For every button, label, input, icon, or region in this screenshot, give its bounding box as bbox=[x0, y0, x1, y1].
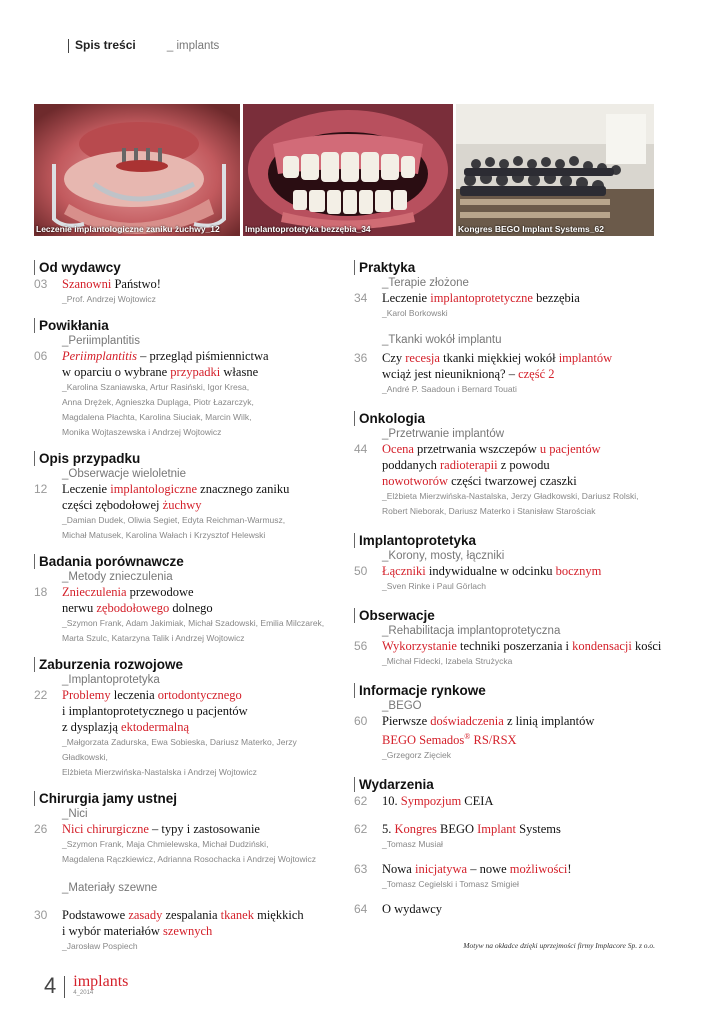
toc-entry[interactable]: 60 Pierwsze doświadczenia z linią implantów BEGO Semados® RS/RSX bbox=[354, 714, 595, 748]
page-number: 30 bbox=[34, 908, 48, 922]
toc-left-column bbox=[34, 258, 344, 954]
page-header bbox=[68, 38, 219, 53]
page-number: 62 bbox=[354, 822, 368, 837]
section-subtitle: _Nici bbox=[62, 808, 88, 820]
author: _Tomasz Cegielski i Tomasz Smigieł bbox=[382, 879, 519, 890]
page-number: 62 bbox=[354, 794, 368, 809]
page-number: 22 bbox=[34, 688, 48, 702]
page-footer bbox=[44, 974, 128, 998]
page-number-footer: 4 bbox=[44, 973, 57, 998]
issue-number: 4_2014 bbox=[73, 990, 94, 996]
page-number: 34 bbox=[354, 291, 368, 305]
toc-entry[interactable]: 56 Wykorzystanie techniki poszerzania i kondensacji kości bbox=[354, 639, 662, 653]
section-title: Onkologia bbox=[354, 409, 674, 427]
toc-entry[interactable]: 22 Problemy leczenia ortodontycznego i implantoprotetycznego u pacjentów z dysplazją ektodermalną bbox=[34, 688, 248, 734]
section-implantoprotetyka bbox=[354, 531, 674, 594]
section-chirurgia bbox=[34, 789, 344, 954]
page-number: 44 bbox=[354, 442, 368, 456]
author: _Tomasz Musiał bbox=[382, 839, 443, 850]
author: _Karolina Szaniawska, Artur Rasiński, Igor Kresa, bbox=[62, 382, 250, 392]
toc-entry[interactable]: 03 Szanowni Państwo! bbox=[34, 277, 161, 291]
author: Magdalena Rączkiewicz, Adrianna Rosochacka i Andrzej Wojtowicz bbox=[62, 854, 317, 864]
header-title: Spis treści bbox=[75, 38, 136, 52]
toc-entry[interactable]: 64 O wydawcy bbox=[354, 902, 443, 917]
section-powiklania bbox=[34, 316, 344, 440]
section-subtitle: _Terapie złożone bbox=[382, 277, 469, 289]
author: _Michał Fidecki, Izabela Strużycka bbox=[382, 656, 513, 666]
section-title: Chirurgia jamy ustnej bbox=[34, 789, 344, 807]
author: _Szymon Frank, Adam Jakimiak, Michał Szadowski, Emilia Milczarek, bbox=[62, 618, 325, 628]
section-praktyka bbox=[354, 258, 674, 397]
toc-entry[interactable]: 18 Znieczulenia przewodowe nerwu zębodołowego dolnego bbox=[34, 585, 213, 615]
section-title: Informacje rynkowe bbox=[354, 681, 674, 699]
page-number: 50 bbox=[354, 564, 368, 578]
section-od-wydawcy bbox=[34, 258, 344, 307]
author: Michał Matusek, Karolina Wałach i Krzysztof Helewski bbox=[62, 530, 266, 540]
photo-congress bbox=[456, 104, 654, 236]
section-title: Badania porównawcze bbox=[34, 552, 344, 570]
photo-mandible bbox=[34, 104, 240, 236]
author: _André P. Saadoun i Bernard Touati bbox=[382, 384, 517, 394]
toc-entry[interactable]: 44 Ocena przetrwania wszczepów u pacjentów poddanych radioterapii z powodu nowotworów części twarzowej czaszki bbox=[354, 442, 601, 488]
toc-entry[interactable]: 63 Nowa inicjatywa – nowe możliwości! bbox=[354, 862, 572, 877]
section-title: Zaburzenia rozwojowe bbox=[34, 655, 344, 673]
author: _Karol Borkowski bbox=[382, 308, 448, 318]
page-number: 64 bbox=[354, 902, 368, 917]
section-informacje-rynkowe bbox=[354, 681, 674, 763]
page-number: 06 bbox=[34, 349, 48, 363]
section-subtitle: _Periimplantitis bbox=[62, 335, 140, 347]
page-number: 56 bbox=[354, 639, 368, 653]
section-subtitle: _Implantoprotetyka bbox=[62, 674, 160, 686]
section-subtitle: _Obserwacje wieloletnie bbox=[62, 468, 187, 480]
author: _Prof. Andrzej Wojtowicz bbox=[62, 294, 156, 304]
toc-entry[interactable]: 50 Łączniki indywidualne w odcinku bocznym bbox=[354, 564, 602, 578]
author: _Grzegorz Zięciek bbox=[382, 750, 451, 761]
footer-divider bbox=[64, 976, 65, 998]
page-number: 18 bbox=[34, 585, 48, 599]
section-wydarzenia bbox=[354, 775, 674, 917]
section-title: Praktyka bbox=[354, 258, 674, 276]
cover-credit: Motyw na okładce dzięki uprzejmości firmy Implacore Sp. z o.o. bbox=[463, 941, 655, 950]
author: Elżbieta Mierzwińska-Nastalska i Andrzej Wojtowicz bbox=[62, 767, 257, 777]
photo-caption: Kongres BEGO Implant Systems_62 bbox=[458, 224, 604, 234]
author: Marta Szulc, Katarzyna Talik i Andrzej Wojtowicz bbox=[62, 633, 245, 643]
section-title: Obserwacje bbox=[354, 606, 674, 624]
section-title: Opis przypadku bbox=[34, 449, 344, 467]
toc-entry[interactable]: 62 10. Sympozjum CEIA bbox=[354, 794, 494, 809]
section-title: Od wydawcy bbox=[34, 258, 344, 276]
section-onkologia bbox=[354, 409, 674, 519]
header-subtitle: _ implants bbox=[163, 40, 220, 52]
toc-entry[interactable]: 26 Nici chirurgiczne – typy i zastosowanie bbox=[34, 822, 260, 836]
author: Robert Nieborak, Dariusz Materko i Stanisław Starościak bbox=[382, 506, 596, 516]
toc-entry[interactable]: 12 Leczenie implantologiczne znacznego zaniku części zębodołowej żuchwy bbox=[34, 482, 290, 512]
section-subtitle: _Rehabilitacja implantoprotetyczna bbox=[382, 625, 561, 637]
photo-caption: Implantoprotetyka bezzębia_34 bbox=[245, 224, 371, 234]
page-number: 03 bbox=[34, 277, 48, 291]
section-title: Implantoprotetyka bbox=[354, 531, 674, 549]
toc-entry[interactable]: 34 Leczenie implantoprotetyczne bezzębia bbox=[354, 291, 580, 305]
section-title: Powikłania bbox=[34, 316, 344, 334]
photo-denture bbox=[243, 104, 453, 236]
toc-right-column bbox=[354, 258, 674, 917]
toc-entry[interactable]: 30 Podstawowe zasady zespalania tkanek miękkich i wybór materiałów szewnych bbox=[34, 908, 304, 938]
page-number: 26 bbox=[34, 822, 48, 836]
author: _Szymon Frank, Maja Chmielewska, Michał Dudziński, bbox=[62, 839, 269, 849]
page-number: 12 bbox=[34, 482, 48, 496]
author: _Małgorzata Zadurska, Ewa Sobieska, Dariusz Materko, Jerzy Gładkowski, bbox=[62, 737, 297, 762]
page-number: 60 bbox=[354, 714, 368, 728]
section-subtitle: _BEGO bbox=[382, 700, 422, 712]
section-subtitle: _Materiały szewne bbox=[62, 882, 158, 894]
section-subtitle: _Tkanki wokół implantu bbox=[382, 334, 502, 346]
author: _Elżbieta Mierzwińska-Nastalska, Jerzy Gładkowski, Dariusz Rolski, bbox=[382, 491, 639, 501]
toc-entry[interactable]: 36 Czy recesja tkanki miękkiej wokół implantów wciąż jest nieuniknioną? – część 2 bbox=[354, 351, 613, 381]
page-number: 63 bbox=[354, 862, 368, 877]
author: _Sven Rinke i Paul Görlach bbox=[382, 581, 486, 591]
magazine-logo: implants bbox=[73, 973, 129, 990]
author: _Jarosław Pospiech bbox=[62, 941, 138, 951]
section-zaburzenia bbox=[34, 655, 344, 780]
section-subtitle: _Korony, mosty, łączniki bbox=[382, 550, 505, 562]
toc-entry[interactable]: 62 5. Kongres BEGO Implant Systems bbox=[354, 822, 561, 837]
header-divider bbox=[68, 39, 69, 53]
toc-entry[interactable]: 06 Periimplantitis – przegląd piśmiennictwa w oparciu o wybrane przypadki własne bbox=[34, 349, 269, 379]
section-title: Wydarzenia bbox=[354, 775, 674, 793]
author: Monika Wojtaszewska i Andrzej Wojtowicz bbox=[62, 427, 222, 437]
section-opis-przypadku bbox=[34, 449, 344, 543]
section-badania bbox=[34, 552, 344, 646]
page-number: 36 bbox=[354, 351, 368, 365]
author: Anna Drężek, Agnieszka Dupląga, Piotr Łazarczyk, bbox=[62, 397, 254, 407]
author: _Damian Dudek, Oliwia Segiet, Edyta Reichman-Warmusz, bbox=[62, 515, 286, 525]
photo-caption: Leczenie implantologiczne zaniku żuchwy_12 bbox=[36, 224, 220, 234]
section-obserwacje bbox=[354, 606, 674, 669]
section-subtitle: _Metody znieczulenia bbox=[62, 571, 173, 583]
section-subtitle: _Przetrwanie implantów bbox=[382, 428, 505, 440]
author: Magdalena Płachta, Karolina Siuciak, Marcin Wilk, bbox=[62, 412, 252, 422]
